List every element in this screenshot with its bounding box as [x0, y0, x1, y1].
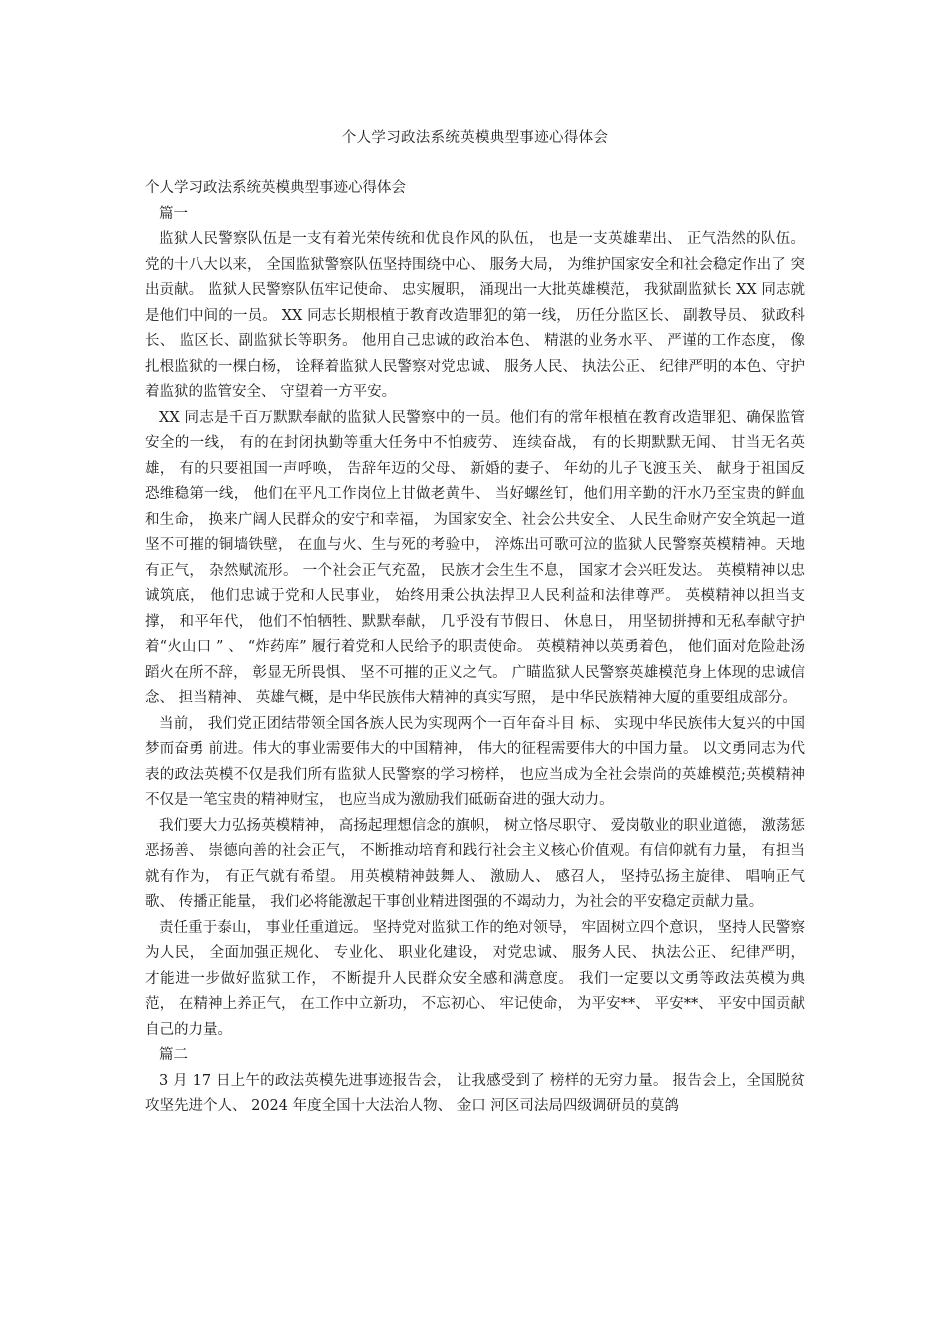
- paragraph: XX 同志是千百万默默奉献的监狱人民警察中的一员。他们有的常年根植在教育改造罪犯、确保监管安全的一线， 有的在封闭执勤等重大任务中不怕疲劳、 连续奋战， 有的长期默默无闻、 甘当无名英雄， 有的只要祖国一声呼唤， 告辞年迈的父母、 新婚的妻子、 年幼的儿子飞渡玉关、 献身于祖国反恐维稳第一线， 他们在平凡工作岗位上甘做老黄牛、 当好螺丝钉，他们用辛勤的汗水乃至宝贵的鲜血和生命， 换来广阔人民群众的安宁和幸福， 为国家安全、社会公共安全、 人民生命财产安全筑起一道坚不可摧的铜墙铁壁， 在血与火、生与死的考验中， 淬炼出可歌可泣的监狱人民警察英模精神。天地有正气， 杂然赋流形。 一个社会正气充盈， 民族才会生生不息， 国家才会兴旺发达。 英模精神以忠诚筑底， 他们忠诚于党和人民事业， 始终用秉公执法捍卫人民利益和法律尊严。 英模精神以担当支撑， 和平年代， 他们不怕牺牲、默默奉献， 几乎没有节假日、 休息日， 用坚韧拼搏和无私奉献守护着“火山口 ” 、 “炸药库” 履行着党和人民给予的职责使命。 英模精神以英勇着色， 他们面对危险赴汤蹈火在所不辞， 彰显无所畏惧、 坚不可摧的正义之气。 广瞄监狱人民警察英雄模范身上体现的忠诚信念、 担当精神、 英雄气概，是中华民族伟大精神的真实写照， 是中华民族精神大厦的重要组成部分。: [145, 409, 805, 706]
- paragraph: 我们要大力弘扬英模精神， 高扬起理想信念的旗帜， 树立恪尽职守、 爱岗敬业的职业道德， 激荡惩恶扬善、 崇德向善的社会正气， 不断推动培育和践行社会主义核心价值观。有信仰就有力量， 有担当就有作为， 有正气就有希望。 用英模精神鼓舞人、 激励人、 感召人， 坚持弘扬主旋律、 唱响正气歌、 传播正能量， 我们必将能激起干事创业精进图强的不竭动力，为社会的平安稳定贡献力量。: [145, 817, 805, 910]
- section-1: [145, 202, 805, 1044]
- paragraph: 责任重于泰山， 事业任重道远。 坚持党对监狱工作的绝对领导， 牢固树立四个意识， 坚持人民警察为人民， 全面加强正规化、 专业化、 职业化建设， 对党忠诚、 服务人民、 执法公正、 纪律严明， 才能进一步做好监狱工作， 不断提升人民群众安全感和满意度。 我们一定要以文勇等政法英模为典范， 在精神上养正气， 在工作中立新功， 不忘初心、 牢记使命， 为平安**、 平安**、 平安中国贡献自己的力量。: [145, 919, 805, 1038]
- section-2: [145, 1043, 805, 1120]
- document-body: [145, 176, 805, 1120]
- section-label: 篇一: [159, 205, 188, 222]
- paragraph: 当前， 我们党正团结带领全国各族人民为实现两个一百年奋斗目 标、 实现中华民族伟大复兴的中国梦而奋勇 前进。伟大的事业需要伟大的中国精神， 伟大的征程需要伟大的中国力量。 以文勇同志为代表的政法英模不仅是我们所有监狱人民警察的学习榜样， 也应当成为全社会崇尚的英雄模范;英模精神不仅是一笔宝贵的精神财宝， 也应当成为激励我们砥砺奋进的强大动力。: [145, 715, 805, 808]
- document-title: 个人学习政法系统英模典型事迹心得体会: [341, 130, 609, 146]
- paragraph: 监狱人民警察队伍是一支有着光荣传统和优良作风的队伍， 也是一支英雄辈出、 正气浩然的队伍。 党的十八大以来， 全国监狱警察队伍坚持围绕中心、 服务大局， 为维护国家安全和社会稳定作出了 突出贡献。 监狱人民警察队伍牢记使命、 忠实履职， 涌现出一大批英雄模范， 我狱副监狱长 XX 同志就是他们中间的一员。 XX 同志长期根植于教育改造罪犯的第一线， 历任分监区长、 副教导员、 狱政科长、 监区长、副监狱长等职务。 他用自己忠诚的政治本色、 精湛的业务水平、 严谨的工作态度， 像扎根监狱的一棵白杨， 诠释着监狱人民警察对党忠诚、 服务人民、 执法公正、 纪律严明的本色、守护着监狱的监管安全、 守望着一方平安。: [145, 231, 805, 400]
- paragraph: 3 月 17 日上午的政法英模先进事迹报告会， 让我感受到了 榜样的无穷力量。 报告会上，全国脱贫攻坚先进个人、 2024 年度全国十大法治人物、 金口 河区司法局四级调研员的莫鸽: [145, 1072, 805, 1114]
- document-subtitle: 个人学习政法系统英模典型事迹心得体会: [145, 180, 406, 196]
- section-label: 篇二: [159, 1047, 188, 1063]
